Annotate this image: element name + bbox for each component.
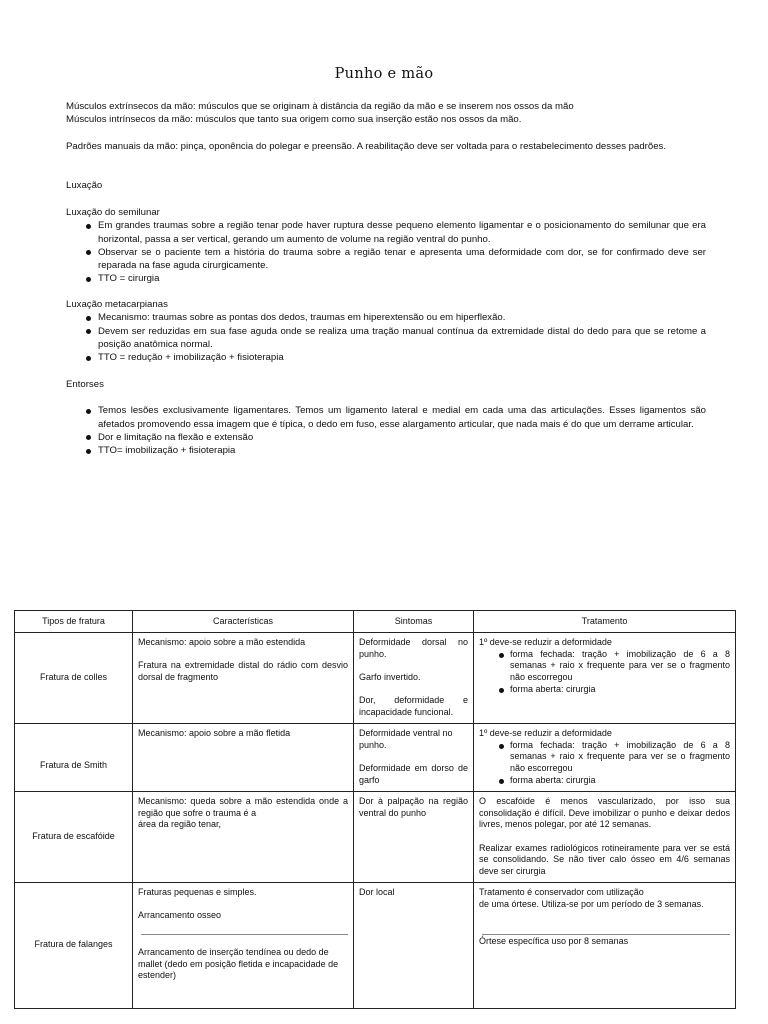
cell-text: Dor à palpação na região ventral do punho <box>359 795 468 818</box>
row-name-smith <box>15 723 133 791</box>
cell-text: Deformidade ventral no punho. <box>359 727 453 750</box>
table-row <box>15 723 736 791</box>
cell-text: 1º deve-se reduzir a deformidade <box>479 727 612 738</box>
row-name-falanges: Fratura de falanges <box>15 882 133 1008</box>
cell-text: Fratura na extremidade distal do rádio com desvio dorsal de fragmento <box>138 660 348 683</box>
table-header-row <box>15 611 736 633</box>
list-item: Observar se o paciente tem a história do trauma sobre a região tenar e apresenta uma deformidade com dor, se for confirmado deve ser reparada na fase aguda cirurgicamente. <box>98 246 706 272</box>
escafoide-tratamento <box>474 791 736 882</box>
colles-sintomas <box>354 633 474 724</box>
cell-text: Fratura de Smith <box>39 759 108 770</box>
intro-intrinsecos: Músculos intrínsecos da mão: músculos que tanto sua origem como sua inserção estão nos ossos da mão. <box>66 114 522 125</box>
list-item: Temos lesões exclusivamente ligamentares. Temos um ligamento lateral e medial em cada uma das articulações. Esses ligamentos são afetados promovendo essa imagem que é típica, o dedo em fuso, esse alargamento articular, que nada mais é do que um derrame articular. <box>98 405 706 430</box>
cell-text: Órtese específica uso por 8 semanas <box>479 936 629 947</box>
list-item: Em grandes traumas sobre a região tenar pode haver ruptura desse pequeno elemento ligamentar e o posicionamento do semilunar que era horizontal, passa a ser vertical, gerando um aumento de volume na região ventral do punho. <box>98 220 706 245</box>
smith-caracteristicas <box>133 723 354 791</box>
intro-extrinsecos: Músculos extrínsecos da mão: músculos que se originam à distância da região da mão e se inserem nos ossos da mão <box>66 101 574 112</box>
falanges-tratamento <box>474 882 736 1008</box>
colles-tratamento <box>474 633 736 724</box>
intro-block <box>66 100 706 153</box>
cell-text: Deformidade dorsal no punho. <box>359 637 468 659</box>
fracture-table <box>14 610 736 1009</box>
list-item: TTO = redução + imobilização + fisioterapia <box>98 351 706 364</box>
cell-text: Arrancamento de inserção tendínea ou dedo de mallet (dedo em posição fletida e incapacidade de estender) <box>138 946 339 981</box>
header-tratamento: Tratamento <box>474 611 736 633</box>
cell-text: Deformidade em dorso de garfo <box>359 762 468 785</box>
section-luxacao-metacarpianas <box>66 298 706 364</box>
row-name-colles: Fratura de colles <box>15 633 133 724</box>
header-caracteristicas: Características <box>133 611 354 633</box>
divider-line <box>482 934 730 935</box>
cell-text: Mecanismo: apoio sobre a mão estendida <box>138 637 306 647</box>
colles-trat-list <box>479 649 730 696</box>
cell-text: Dor, deformidade e incapacidade funcional. <box>359 695 468 718</box>
list-item: Mecanismo: traumas sobre as pontas dos dedos, traumas em hiperextensão ou em hiperflexão. <box>98 311 706 324</box>
escafoide-sintomas <box>354 791 474 882</box>
falanges-caracteristicas <box>133 882 354 1008</box>
divider-line <box>141 934 348 935</box>
semilunar-list <box>66 219 706 285</box>
metacarpianas-list <box>66 311 706 364</box>
list-item: Dor e limitação na flexão e extensão <box>98 431 706 444</box>
cell-text: O escafóide é menos vascularizado, por isso sua consolidação é difícil. Deve imobilizar o punho e deixar dedos livres, menos polegar, por até 12 semanas. <box>479 795 730 830</box>
cell-text: de uma órtese. Utiliza-se por um período de 3 semanas. <box>479 898 704 909</box>
page-title: Punho e mão <box>334 66 434 82</box>
cell-text: Realizar exames radiológicos rotineiramente para ver se está se consolidando. Se não tiver calo ósseo em 4/6 semanas deve ser cirurgia <box>479 842 730 877</box>
list-item: forma fechada: tração + imobilização de 6 a 8 semanas + raio x frequente para ver se o fragmento não escorregou <box>510 648 730 683</box>
intro-padroes: Padrões manuais da mão: pinça, oponência do polegar e preensão. A reabilitação deve ser voltada para o restabelecimento desses padrões. <box>66 141 666 152</box>
table-row <box>15 791 736 882</box>
table-row <box>15 882 736 1008</box>
subheading-semilunar: Luxação do semilunar <box>66 207 160 218</box>
escafoide-caracteristicas <box>133 791 354 882</box>
section-heading-luxacao: Luxação <box>66 180 103 191</box>
section-heading-entorses: Entorses <box>66 379 104 390</box>
cell-text: Dor local <box>359 886 395 897</box>
cell-text: Garfo invertido. <box>359 672 421 683</box>
list-item: Devem ser reduzidas em sua fase aguda onde se realiza uma tração manual contínua da extremidade distal do dedo para que se retome a posição anatômica normal. <box>98 325 706 350</box>
section-luxacao-semilunar <box>66 206 706 286</box>
smith-tratamento <box>474 723 736 791</box>
cell-text: Tratamento é conservador com utilização <box>479 886 644 897</box>
cell-text: Mecanismo: queda sobre a mão estendida onde a região que sofre o trauma é a <box>138 795 348 818</box>
header-sintomas: Sintomas <box>354 611 474 633</box>
row-name-escafoide: Fratura de escafóide <box>15 791 133 882</box>
table-row <box>15 633 736 724</box>
cell-text: Fraturas pequenas e simples. <box>138 886 257 897</box>
list-item: forma fechada: tração + imobilização de 6 a 8 semanas + raio x frequente para ver se o fragmento não escorregou <box>510 739 730 773</box>
cell-text: Arrancamento osseo <box>138 910 222 921</box>
colles-caracteristicas <box>133 633 354 724</box>
smith-trat-list <box>479 740 730 787</box>
header-tipos: Tipos de fratura <box>15 611 133 633</box>
falanges-sintomas <box>354 882 474 1008</box>
list-item: TTO = cirurgia <box>98 272 706 285</box>
cell-text: área da região tenar, <box>138 819 222 830</box>
smith-sintomas <box>354 723 474 791</box>
entorses-list <box>66 404 706 457</box>
cell-text: 1º deve-se reduzir a deformidade <box>479 637 612 647</box>
cell-text: Mecanismo: apoio sobre a mão fletida <box>138 727 291 738</box>
luxacao-heading-block <box>66 179 706 192</box>
list-item: forma aberta: cirurgia <box>510 684 730 696</box>
subheading-metacarpianas: Luxação metacarpianas <box>66 299 168 310</box>
list-item: forma aberta: cirurgia <box>510 775 730 787</box>
section-entorses <box>66 378 706 457</box>
list-item: TTO= imobilização + fisioterapia <box>98 444 706 457</box>
